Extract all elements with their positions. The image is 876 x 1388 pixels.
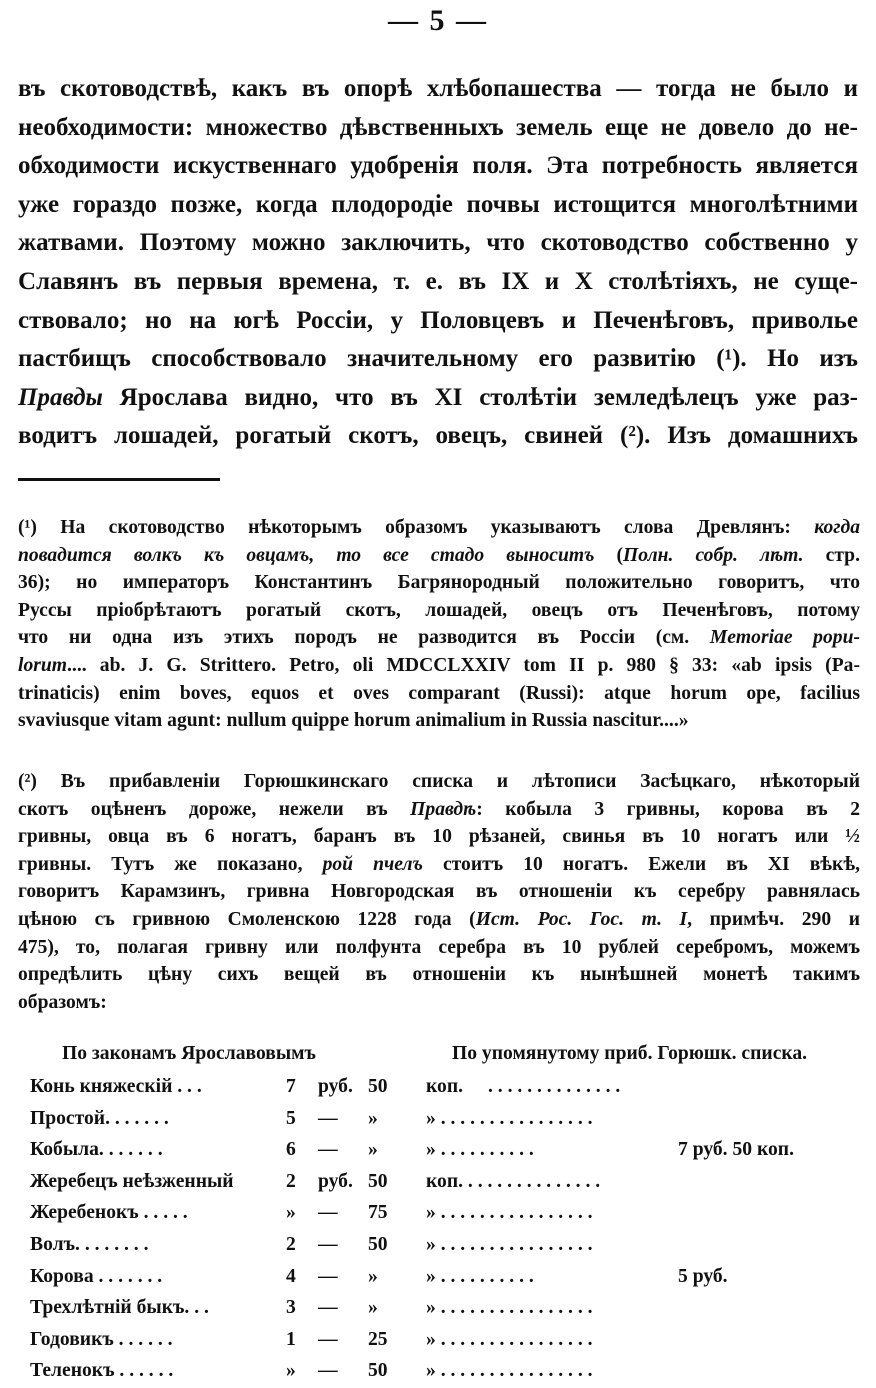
footnote-line: 475), то, полагая гривну или полфунта серебра въ 10 рублей серебромъ, можемъ [18,936,860,958]
footnote-separator [18,478,220,481]
main-line: водитъ лошадей, рогатый скотъ, овецъ, свиней (²). Изъ домашнихъ [18,422,858,450]
table-row [18,1167,860,1199]
row-value: 50 [368,1360,388,1382]
row-value-right: . . . . . . . . . . . . . . [488,1076,621,1097]
row-value: 3 [286,1297,296,1319]
main-line-rest: Ярослава видно, что въ XI столѣтіи земледѣлецъ уже раз- [102,383,858,411]
row-item: Годовикъ . . . . . . [30,1328,173,1350]
row-value: — [318,1265,338,1287]
row-value: » . . . . . . . . . . . . . . . . [426,1360,593,1382]
row-value: » . . . . . . . . . . [426,1139,534,1161]
footnote-line [18,796,860,824]
row-value: » [286,1360,296,1382]
row-value: 50 [368,1170,388,1192]
row-value: » [286,1202,296,1224]
main-paragraph [18,70,858,456]
footnote-line [18,906,860,934]
row-value: 5 [286,1107,296,1129]
footnote-italic: Правдѣ [410,798,477,820]
main-line: необходимости: множество дѣвственныхъ земель еще не довело до не- [18,113,858,141]
price-table-header [18,1043,860,1073]
main-line: ствовало; но на югѣ Россіи, у Половцевъ и Печенѣговъ, приволье [18,306,858,334]
table-row [18,1198,860,1230]
main-line: въ скотоводствѣ, какъ въ опорѣ хлѣбопашества — тогда не было и [18,75,858,102]
footnote-italic: Ист. Рос. Гос. т. I [475,908,688,930]
page-number: — 5 — [388,4,488,37]
row-value: 6 [286,1139,296,1161]
row-value-right: 5 руб. [678,1265,728,1287]
main-line: пастбищъ способствовало значительному его развитію (¹). Но изъ [18,345,858,373]
footnote-text: что ни одна изъ этихъ породъ не разводится въ Россіи (см. [18,627,710,649]
main-italic-title: Правды [18,383,103,411]
table-row [18,1072,860,1104]
main-line: Славянъ въ первыя времена, т. е. въ IX и X столѣтіяхъ, не суще- [18,267,858,295]
row-value: 50 [368,1233,388,1255]
footnote-italic: рой пчелъ [322,853,423,875]
row-value: 4 [286,1265,296,1287]
row-value: руб. [318,1076,353,1097]
footnote-italic: повадится волкъ къ овцамъ, то все стадо выноситъ [18,544,595,566]
row-value: 2 [286,1233,296,1255]
row-value: » . . . . . . . . . . . . . . . . [426,1202,593,1224]
table-header-left: По законамъ Ярославовымъ [62,1043,316,1064]
footnote-line: trinaticis) enim boves, equos et oves comparant (Russi): atque horum ope, facilius [18,682,860,704]
footnote-line: говоритъ Карамзинъ, гривна Новгородская въ отношеніи къ серебру равнялась [18,881,860,903]
footnote-text: , примѣч. 290 и [687,908,860,930]
row-value: коп. [426,1076,464,1097]
row-value: — [318,1233,338,1255]
row-value: » . . . . . . . . . . . . . . . . [426,1328,593,1350]
footnote-line [18,851,860,879]
footnote-line: опредѣлить цѣну сихъ вещей въ отношеніи къ нынѣшней монетѣ такимъ [18,964,860,986]
table-row [18,1262,860,1294]
footnote-text: (¹) На скотоводство нѣкоторымъ образомъ указываютъ слова Древлянъ: [18,517,815,538]
table-row [18,1325,860,1357]
footnote-italic: Полн. собр. лѣт. [623,544,804,566]
footnote-text: цѣною съ гривною Смоленскою 1228 года ( [18,908,476,930]
table-row [18,1135,860,1167]
main-line: уже гораздо позже, когда плодородіе почвы истощится многолѣтними [18,190,858,218]
footnote-line: образомъ: [18,991,107,1013]
row-value: 75 [368,1202,388,1224]
row-item: Волъ. . . . . . . . [30,1233,149,1255]
footnote-2 [18,768,860,1016]
footnote-text: : кобыла 3 гривны, корова въ 2 [476,798,860,820]
row-value-right: 7 руб. 50 коп. [678,1139,794,1161]
footnote-text: гривны. Тутъ же показано, [18,853,323,875]
row-value: » [368,1107,378,1129]
footnote-line [18,624,860,652]
footnote-text: стоитъ 10 ногатъ. Ежели въ XI вѣкѣ, [422,853,860,875]
footnote-text: стр. [803,544,860,566]
footnote-line: svaviusque vitam agunt: nullum quippe horum animalium in Russia nascitur....» [18,710,689,732]
footnote-line: 36); но императоръ Константинъ Багрянородный положительно говоритъ, что [18,572,860,594]
row-value: — [318,1139,338,1161]
footnote-1 [18,514,860,735]
row-value: » . . . . . . . . . . . . . . . . [426,1107,593,1129]
row-item: Конь княжескій . . . [30,1076,202,1097]
main-line: обходимости искуственнаго удобренія поля. Эта потребность является [18,152,858,180]
main-line: жатвами. Поэтому можно заключить, что скотоводство собственно у [18,229,858,257]
row-item: Трехлѣтній быкъ. . . [30,1297,209,1319]
row-value: 1 [286,1328,296,1350]
row-value: » . . . . . . . . . . . . . . . . [426,1233,593,1255]
footnote-line: (²) Въ прибавленіи Горюшкинскаго списка и лѣтописи Засѣцкаго, нѣкоторый [18,771,860,792]
table-header-right: По упомянутому приб. Горюшк. списка. [452,1043,808,1064]
row-item: Жеребенокъ . . . . . [30,1202,188,1224]
row-item: Жеребецъ неѣзженный [30,1170,234,1192]
row-item: Корова . . . . . . . [30,1265,163,1287]
row-value: » [368,1265,378,1287]
table-row [18,1293,860,1325]
row-value: — [318,1107,338,1129]
footnote-italic: Memoriae popu- [709,627,860,649]
footnote-line [18,542,860,570]
footnote-italic: lorum [18,654,68,676]
row-item: Простой. . . . . . . [30,1107,169,1129]
row-value: руб. [318,1170,353,1192]
footnote-italic: когда [814,517,860,538]
row-value: коп. . . . . . . . . . . . . . . [426,1170,601,1192]
row-item: Теленокъ . . . . . . [30,1360,174,1382]
main-line [18,379,858,418]
table-row [18,1356,860,1388]
row-value: 2 [286,1170,296,1192]
footnote-text: ( [594,544,624,566]
price-table [18,1072,860,1388]
row-value: » [368,1297,378,1319]
row-value: 25 [368,1328,388,1350]
footnote-text: скотъ оцѣненъ дороже, нежели въ [18,798,411,820]
row-item: Кобыла. . . . . . . [30,1139,163,1161]
row-value: — [318,1202,338,1224]
table-row [18,1104,860,1136]
footnote-line: Руссы пріобрѣтаютъ рогатый скотъ, лошадей, овецъ отъ Печенѣговъ, потому [18,599,860,621]
footnote-line: гривны, овца въ 6 ногатъ, баранъ въ 10 рѣзаней, свинья въ 10 ногатъ или ½ [18,826,860,848]
table-row [18,1230,860,1262]
row-value: — [318,1360,338,1382]
row-value: — [318,1328,338,1350]
row-value: 50 [368,1076,388,1097]
row-value: » . . . . . . . . . . . . . . . . [426,1297,593,1319]
row-value: 7 [286,1076,296,1097]
row-value: » . . . . . . . . . . [426,1265,534,1287]
row-value: — [318,1297,338,1319]
footnote-text: .... ab. J. G. Strittero. Petro, oli MDCCLXXIV tom II p. 980 § 33: «ab ipsis (Pa- [67,654,860,676]
footnote-line [18,652,860,680]
footnote-line [18,514,860,542]
row-value: » [368,1139,378,1161]
